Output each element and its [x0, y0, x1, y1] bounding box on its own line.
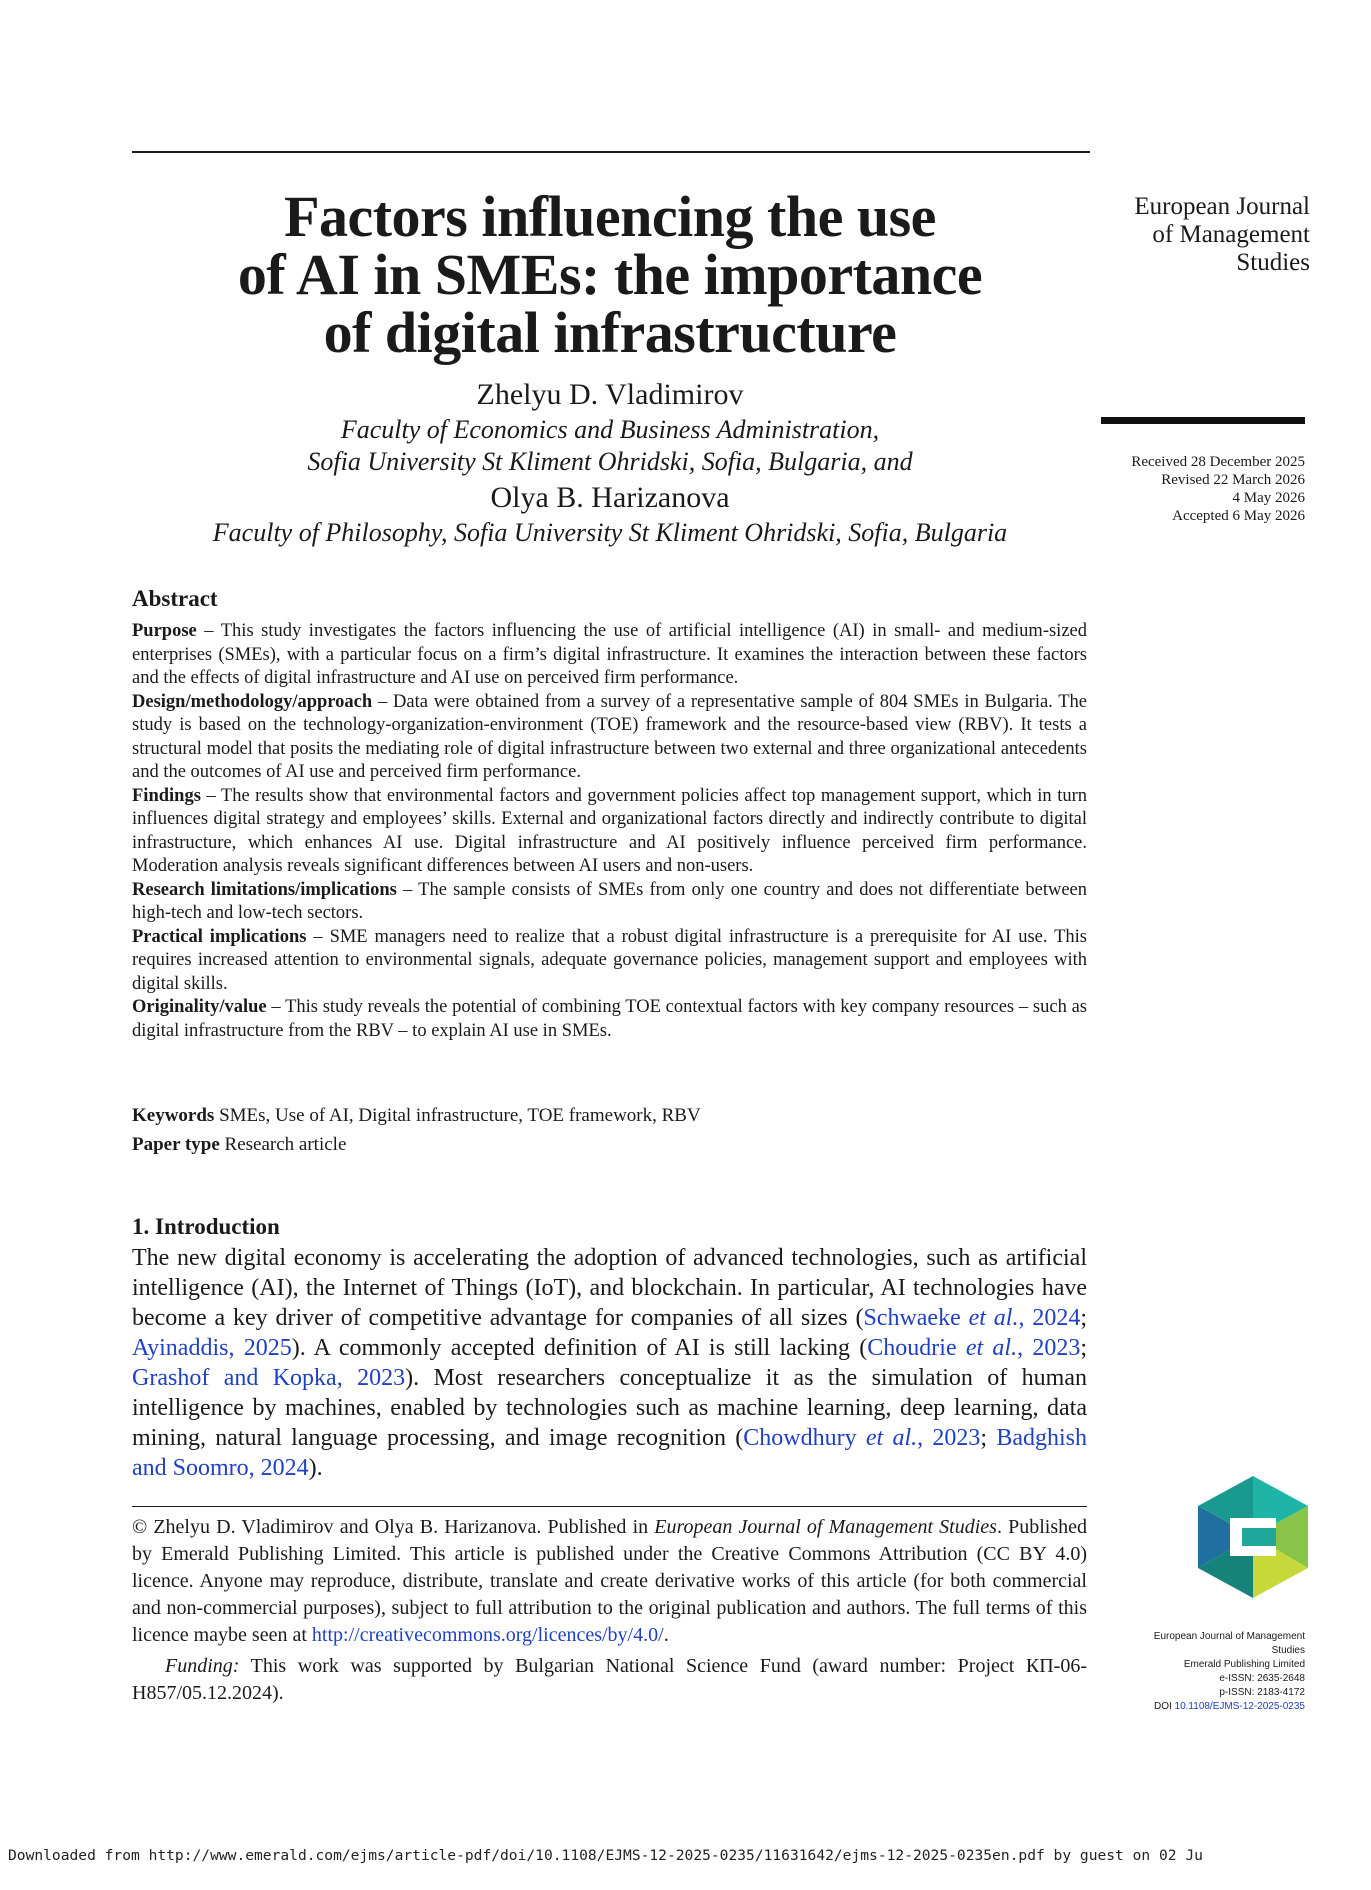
pubinfo-journal: European Journal of Management: [1153, 1631, 1305, 1642]
author-1: Zhelyu D. Vladimirov: [476, 378, 744, 411]
pubinfo-pissn: p-ISSN: 2183-4172: [1219, 1687, 1305, 1698]
abstract-limitations: Research limitations/implications – The sample consists of SMEs from only one country and does not differentiate between high-tech and low-tech sectors.: [132, 879, 1087, 923]
abstract-design: Design/methodology/approach – Data were obtained from a survey of a representative sample of 804 SMEs in Bulgaria. The study is based on the technology-organization-environment (TOE) framework and the resource-based view (RBV). It tests a structural model that posits the mediating role of digital infrastructure between two external and three organizational antecedents and the outcomes of AI use and perceived firm performance.: [132, 691, 1088, 782]
journal-name: [1060, 193, 1310, 277]
intro-heading: 1. Introduction: [132, 1214, 280, 1239]
received-date: Received 28 December 2025: [1131, 454, 1305, 470]
accepted-date: Accepted 6 May 2026: [1172, 508, 1305, 524]
footnote-rule: [132, 1506, 1087, 1507]
abstract-practical: Practical implications – SME managers need to realize that a robust digital infrastructure is a prerequisite for AI use. This requires increased attention to environmental signals, adequate governance policies, management support and employees with digital skills.: [132, 926, 1087, 994]
abstract-heading: Abstract: [132, 586, 218, 611]
title-line: of digital infrastructure: [323, 300, 897, 365]
article-dates: [1060, 453, 1305, 525]
funding-note: Funding: This work was supported by Bulgarian National Science Fund (award number: Project КП-06-Н857/05.12.2024).: [132, 1655, 1087, 1704]
margin-rule: [1101, 417, 1305, 424]
pubinfo-publisher: Emerald Publishing Limited: [1183, 1659, 1305, 1670]
journal-name-line: of Management: [1152, 221, 1310, 248]
author-2: Olya B. Harizanova: [490, 481, 730, 514]
journal-name-line: Studies: [1236, 249, 1310, 276]
citation-link[interactable]: Ayinaddis, 2025: [132, 1335, 292, 1361]
top-rule: [132, 151, 1090, 153]
article-title: [150, 184, 1070, 365]
citation-link[interactable]: Choudrie et al., 2023: [867, 1335, 1081, 1361]
doi-link[interactable]: 10.1108/EJMS-12-2025-0235: [1174, 1701, 1305, 1712]
title-line: Factors influencing the use: [284, 184, 936, 249]
title-line: of AI in SMEs: the importance: [237, 242, 983, 307]
revised-date-2: 4 May 2026: [1232, 490, 1305, 506]
download-watermark: Downloaded from http://www.emerald.com/ejms/article-pdf/doi/10.1108/EJMS-12-2025-0235/11631642/ejms-12-2025-0235en.pdf by guest on 02 Ju: [8, 1847, 1203, 1864]
citation-link[interactable]: Grashof and Kopka, 2023: [132, 1365, 406, 1391]
abstract-findings: Findings – The results show that environmental factors and government policies affect top management support, which in turn influences digital strategy and employees’ skills. External and organizational factors directly and indirectly contribute to digital infrastructure, which enhances AI use. Digital infrastructure and AI positively influence perceived firm performance. Moderation analysis reveals significant differences between AI users and non-users.: [132, 785, 1087, 876]
citation-link[interactable]: Chowdhury et al., 2023: [743, 1425, 981, 1451]
copyright-footnote: © Zhelyu D. Vladimirov and Olya B. Harizanova. Published in European Journal of Management Studies. Published by Emerald Publishing Limited. This article is published under the Creative Commons Attribution (CC BY 4.0) licence. Anyone may reproduce, distribute, translate and create derivative works of this article (for both commercial and non-commercial purposes), subject to full attribution to the original publication and authors. The full terms of this licence maybe seen at http://creativecommons.org/licences/by/4.0/. Funding: This work was supported by Bulgarian National Science Fund (award number: Project КП-06-Н857/05.12.2024).: [132, 1514, 1087, 1707]
affiliation-2: Faculty of Philosophy, Sofia University St Kliment Ohridski, Sofia, Bulgaria: [212, 518, 1008, 547]
paper-type: Paper type Research article: [132, 1134, 347, 1155]
citation-link[interactable]: Badghish and Soomro, 2024: [132, 1425, 1088, 1481]
revised-date: Revised 22 March 2026: [1161, 472, 1305, 488]
intro-paragraph: The new digital economy is accelerating the adoption of advanced technologies, such as artificial intelligence (AI), the Internet of Things (IoT), and blockchain. In particular, AI technologies have become a key driver of competitive advantage for companies of all sizes (Schwaeke et al., 2024; Ayinaddis, 2025). A commonly accepted definition of AI is still lacking (Choudrie et al., 2023; Grashof and Kopka, 2023). Most researchers conceptualize it as the simulation of human intelligence by machines, enabled by technologies such as machine learning, deep learning, data mining, natural language processing, and image recognition (Chowdhury et al., 2023; Badghish and Soomro, 2024).: [132, 1245, 1088, 1481]
pubinfo-eissn: e-ISSN: 2635-2648: [1219, 1673, 1305, 1684]
journal-name-line: European Journal: [1134, 193, 1310, 220]
abstract-purpose: Purpose – This study investigates the factors influencing the use of artificial intelligence (AI) in small- and medium-sized enterprises (SMEs), with a particular focus on a firm’s digital infrastructure. It examines the interaction between these factors and the effects of digital infrastructure and AI use on perceived firm performance.: [132, 621, 1087, 688]
keywords: Keywords SMEs, Use of AI, Digital infrastructure, TOE framework, RBV: [132, 1105, 701, 1126]
abstract-originality: Originality/value – This study reveals the potential of combining TOE contextual factors with key company resources – such as digital infrastructure from the RBV – to explain AI use in SMEs.: [132, 997, 1087, 1041]
affiliation-1a: Faculty of Economics and Business Administration,: [340, 415, 880, 444]
licence-link[interactable]: http://creativecommons.org/licences/by/4.0/: [311, 1624, 664, 1646]
citation-link[interactable]: Schwaeke et al., 2024: [863, 1305, 1081, 1331]
pubinfo-doi: DOI 10.1108/EJMS-12-2025-0235: [1153, 1701, 1305, 1712]
abstract-body: [132, 620, 1087, 1043]
affiliation-1b: Sofia University St Kliment Ohridski, Sofia, Bulgaria, and: [307, 447, 913, 476]
pubinfo-journal-2: Studies: [1271, 1645, 1305, 1656]
publication-info: [1060, 1630, 1305, 1714]
emerald-logo-icon: [1198, 1476, 1308, 1598]
